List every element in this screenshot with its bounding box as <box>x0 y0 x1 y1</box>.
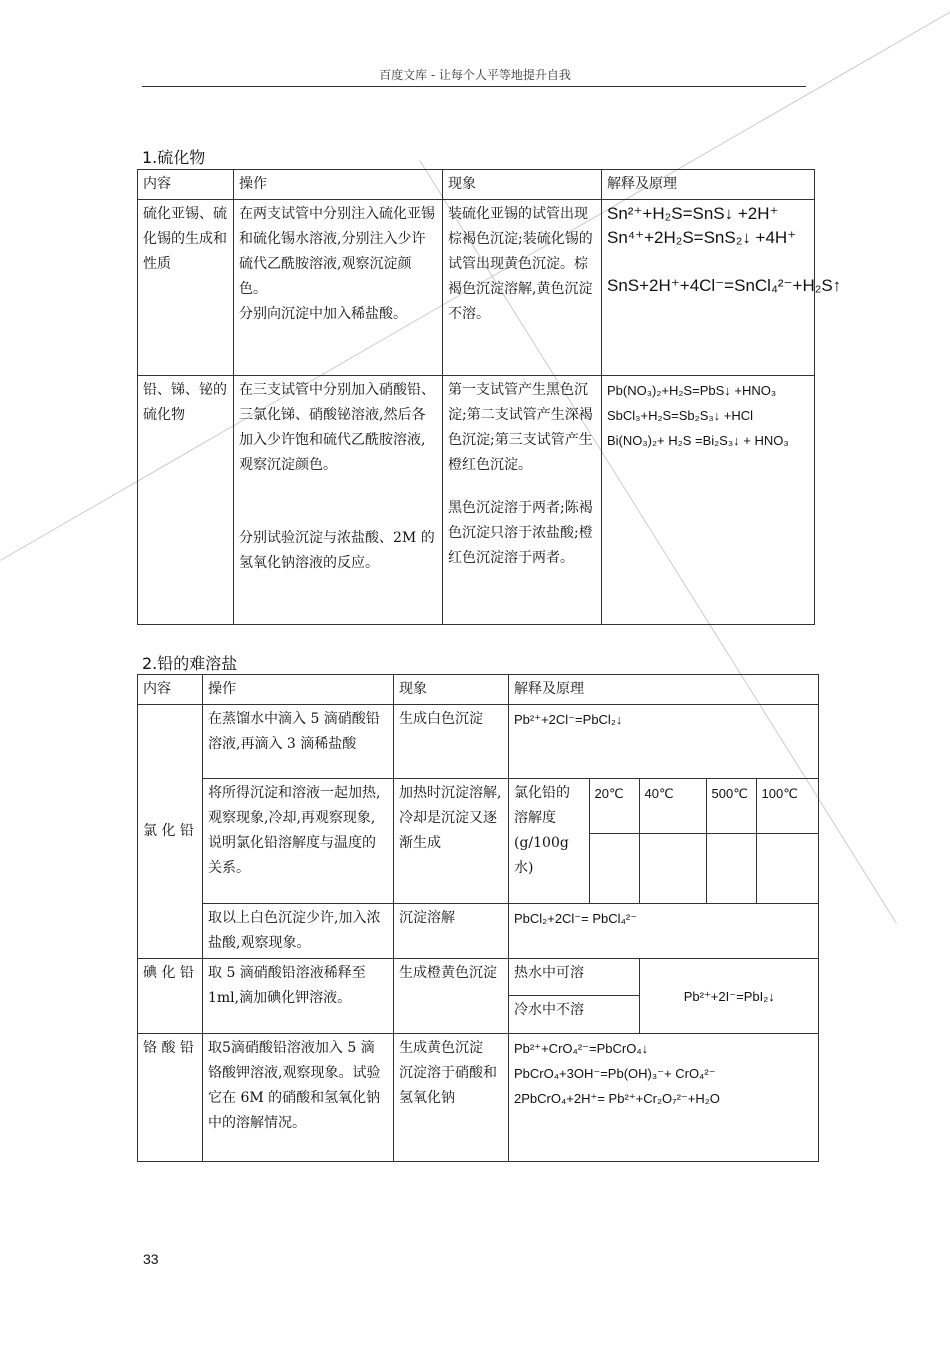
phenomenon-text: 黑色沉淀溶于两者;陈褐色沉淀只溶于浓盐酸;橙红色沉淀溶于两者。 <box>448 500 593 566</box>
section-title: 2.铅的难溶盐 <box>142 654 238 673</box>
col-header: 操作 <box>203 675 394 705</box>
principle-cell <box>602 200 842 376</box>
table-header-row <box>138 170 815 200</box>
solubility-label: 氯化铅的溶解度(g/100g水) <box>509 779 589 903</box>
operation-cell: 取 5 滴硝酸铅溶液稀释至 1ml,滴加碘化钾溶液。 <box>203 959 394 1034</box>
solubility-value <box>756 833 819 903</box>
operation-text: 在三支试管中分别加入硝酸铅、三氯化锑、硝酸铋溶液,然后各加入少许饱和硫代乙酰胺溶液,观察沉淀颜色。 <box>239 382 435 473</box>
solubility-value <box>639 833 706 903</box>
table-header-row <box>138 675 819 705</box>
temperature-header: 40℃ <box>639 779 706 833</box>
table-row <box>138 200 815 376</box>
table-row <box>138 1034 819 1162</box>
phenomenon-cell <box>394 1034 509 1162</box>
principle-cell: PbCl₂+2Cl⁻= PbCl₄²⁻ <box>509 904 819 959</box>
col-header: 解释及原理 <box>602 170 815 200</box>
col-header: 内容 <box>138 675 203 705</box>
operation-cell <box>234 200 443 376</box>
section-title: 1.硫化物 <box>142 148 206 167</box>
content-cell: 氯 化 铅 <box>138 705 203 959</box>
operation-cell <box>234 376 443 625</box>
equation: Pb²⁺+CrO₄²⁻=PbCrO₄↓ <box>514 1041 649 1056</box>
operation-cell: 取以上白色沉淀少许,加入浓盐酸,观察现象。 <box>203 904 394 959</box>
solubility-note: 冷水中不溶 <box>509 995 639 1033</box>
temperature-header: 500℃ <box>706 779 756 833</box>
operation-cell: 取5滴硝酸铅溶液加入 5 滴铬酸钾溶液,观察现象。试验它在 6M 的硝酸和氢氧化钠中的溶解情况。 <box>203 1034 394 1162</box>
lead-salt-table <box>137 674 819 1162</box>
col-header: 内容 <box>138 170 234 200</box>
header-rule <box>142 86 806 87</box>
phenomenon-cell: 加热时沉淀溶解,冷却是沉淀又逐渐生成 <box>394 779 509 904</box>
page-header: 百度文库 - 让每个人平等地提升自我 <box>379 68 571 82</box>
equation: Pb²⁺+2I⁻=PbI₂↓ <box>683 988 775 1004</box>
principle-cell <box>602 376 815 625</box>
table-row <box>138 779 819 904</box>
principle-cell: Pb²⁺+2Cl⁻=PbCl₂↓ <box>509 705 819 779</box>
table-row <box>138 904 819 959</box>
equation: SnS+2H⁺+4Cl⁻=SnCl₄²⁻+H₂S↑ <box>607 276 842 295</box>
equation: Sn⁴⁺+2H₂S=SnS₂↓ +4H⁺ <box>607 228 797 247</box>
temperature-header: 100℃ <box>756 779 819 833</box>
operation-text: 在两支试管中分别注入硫化亚锡和硫化锡水溶液,分别注入少许硫代乙酰胺溶液,观察沉淀颜色。 <box>239 206 435 297</box>
col-header: 现象 <box>443 170 602 200</box>
phenomenon-cell: 生成橙黄色沉淀 <box>394 959 509 1034</box>
content-cell: 碘 化 铅 <box>138 959 203 1034</box>
solubility-value <box>706 833 756 903</box>
col-header: 现象 <box>394 675 509 705</box>
equation: PbCrO₄+3OH⁻=Pb(OH)₃⁻+ CrO₄²⁻ <box>514 1066 716 1081</box>
content-cell: 硫化亚锡、硫化锡的生成和性质 <box>138 200 234 376</box>
phenomenon-cell <box>443 376 602 625</box>
temperature-header: 20℃ <box>589 779 639 833</box>
content-cell: 铅、锑、铋的硫化物 <box>138 376 234 625</box>
solubility-value <box>589 833 639 903</box>
col-header: 解释及原理 <box>509 675 819 705</box>
equation: SbCl₃+H₂S=Sb₂S₃↓ +HCl <box>607 408 754 423</box>
operation-cell: 在蒸馏水中滴入 5 滴硝酸铅溶液,再滴入 3 滴稀盐酸 <box>203 705 394 779</box>
phenomenon-cell: 生成白色沉淀 <box>394 705 509 779</box>
table-row <box>138 376 815 625</box>
col-header: 操作 <box>234 170 443 200</box>
iodide-subtable <box>509 959 819 1033</box>
phenomenon-text: 沉淀溶于硝酸和氢氧化钠 <box>399 1065 497 1106</box>
page-number: 33 <box>143 1251 159 1267</box>
principle-cell <box>509 959 819 1034</box>
operation-text: 分别向沉淀中加入稀盐酸。 <box>239 306 407 322</box>
operation-cell: 将所得沉淀和溶液一起加热,观察现象,冷却,再观察现象,说明氯化铅溶解度与温度的关系。 <box>203 779 394 904</box>
table-row <box>138 705 819 779</box>
solubility-cell <box>509 779 819 904</box>
solubility-table <box>509 779 819 903</box>
operation-text: 分别试验沉淀与浓盐酸、2M 的氢氧化钠溶液的反应。 <box>239 530 435 571</box>
equation: Bi(NO₃)₂+ H₂S =Bi₂S₃↓ + HNO₃ <box>607 433 789 448</box>
phenomenon-cell: 沉淀溶解 <box>394 904 509 959</box>
equation: Pb(NO₃)₂+H₂S=PbS↓ +HNO₃ <box>607 383 777 398</box>
solubility-note: 热水中可溶 <box>509 959 639 995</box>
content-cell: 铬 酸 铅 <box>138 1034 203 1162</box>
sulfide-table <box>137 169 842 625</box>
phenomenon-cell: 装硫化亚锡的试管出现棕褐色沉淀;装硫化锡的试管出现黄色沉淀。棕褐色沉淀溶解,黄色沉淀不溶。 <box>443 200 602 376</box>
phenomenon-text: 生成黄色沉淀 <box>399 1040 483 1056</box>
equation: Sn²⁺+H₂S=SnS↓ +2H⁺ <box>607 204 779 223</box>
phenomenon-text: 第一支试管产生黑色沉淀;第二支试管产生深褐色沉淀;第三支试管产生橙红色沉淀。 <box>448 382 593 473</box>
table-row <box>138 959 819 1034</box>
equation: 2PbCrO₄+2H⁺= Pb²⁺+Cr₂O₇²⁻+H₂O <box>514 1091 720 1106</box>
principle-cell <box>509 1034 819 1162</box>
